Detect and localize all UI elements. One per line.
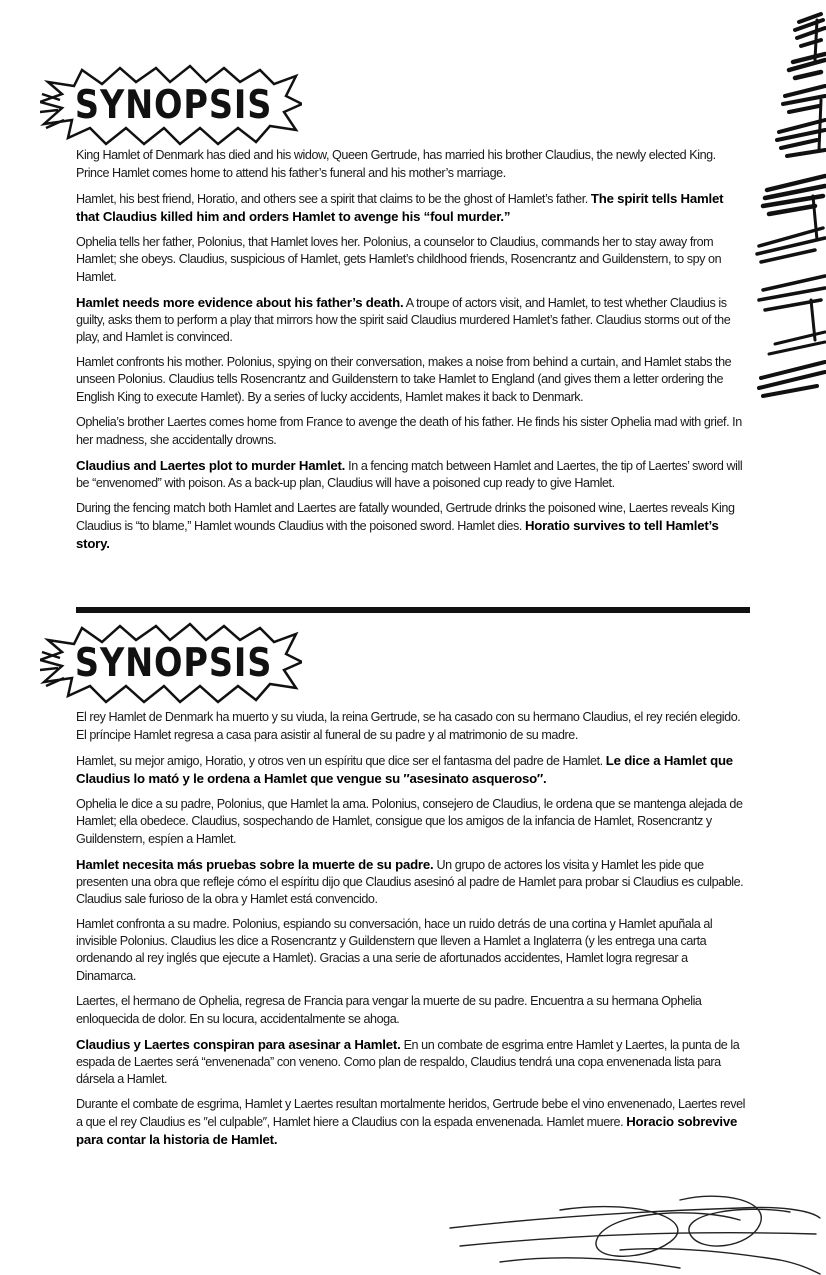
section-divider <box>76 607 750 613</box>
synopsis-paragraph: Hamlet confronta a su madre. Polonius, espiando su conversación, hace un ruido detrás de una cortina y Hamlet apuñala al invisible Polonius. Claudius les dice a Rosencrantz y Guildenstern que lleven a Hamlet a Inglaterra (y les entrega una carta ordenando al rey inglés que ejecute a Hamlet). Gracias a una serie de afortunados accidentes, Hamlet logra regresar a Dinamarca. <box>76 917 713 983</box>
synopsis-paragraph: Ophelia’s brother Laertes comes home from France to avenge the death of his father. He finds his sister Ophelia mad with grief. In her madness, she accidentally drowns. <box>76 415 742 447</box>
synopsis-paragraph: King Hamlet of Denmark has died and his widow, Queen Gertrude, has married his brother Claudius, the newly elected King. Prince Hamlet comes home to attend his father’s funeral and his mother’s marriage. <box>76 148 716 180</box>
synopsis-heading: SYNOPSIS <box>74 640 273 686</box>
synopsis-paragraph: During the fencing match both Hamlet and Laertes are fatally wounded, Gertrude drinks the poisoned wine, Laertes reveals King Claudius is “to blame,” Hamlet wounds Claudius with the poisoned sword. Hamlet dies. Horatio survives to tell Hamlet’s story. <box>76 501 735 551</box>
synopsis-paragraph: Ophelia tells her father, Polonius, that Hamlet loves her. Polonius, a counselor to Claudius, commands her to stay away from Hamlet; she obeys. Claudius, suspicious of Hamlet, gets Hamlet’s childhood friends, Rosencrantz and Guildenstern, to spy on Hamlet. <box>76 235 722 284</box>
synopsis-paragraph: Claudius and Laertes plot to murder Hamlet. In a fencing match between Hamlet and Laertes, the tip of Laertes’ sword will be “envenomed” with poison. As a back-up plan, Claudius will have a poisoned cup ready to give Hamlet. <box>76 458 743 490</box>
synopsis-paragraph: Hamlet necesita más pruebas sobre la muerte de su padre. Un grupo de actores los visita y Hamlet les pide que presenten una obra que refleje cómo el espíritu dijo que Claudius asesinó al padre de Hamlet para probar si Claudius es culpable. Claudius sale furioso de la obra y Hamlet está convencido. <box>76 857 744 906</box>
synopsis-paragraph: Hamlet, his best friend, Horatio, and others see a spirit that claims to be the ghost of Hamlet’s father. The spirit tells Hamlet that Claudius killed him and orders Hamlet to avenge his “foul murder.” <box>76 191 724 224</box>
synopsis-paragraph: Hamlet needs more evidence about his father’s death. A troupe of actors visit, and Hamlet, to test whether Claudius is guilty, asks them to perform a play that mirrors how the spirit said Claudius murdered Hamlet’s father. Claudius storms out of the play, and Hamlet is convinced. <box>76 295 731 344</box>
spanish-synopsis <box>76 709 748 1157</box>
synopsis-paragraph: Hamlet, su mejor amigo, Horatio, y otros ven un espíritu que dice ser el fantasma del padre de Hamlet. Le dice a Hamlet que Claudius lo mató y le ordena a Hamlet que vengue su ″asesinato asqueroso″. <box>76 753 733 786</box>
charcoal-scribble-right <box>755 0 826 400</box>
synopsis-paragraph: Laertes, el hermano de Ophelia, regresa de Francia para vengar la muerte de su padre. Encuentra a su hermana Ophelia enloquecida de dolor. En su locura, accidentalmente se ahoga. <box>76 994 702 1026</box>
synopsis-paragraph: Claudius y Laertes conspiran para asesinar a Hamlet. En un combate de esgrima entre Hamlet y Laertes, la punta de la espada de Laertes será “envenenada” con veneno. Como plan de respaldo, Claudius tendrá una copa envenenada lista para dársela a Hamlet. <box>76 1037 740 1086</box>
pencil-scribble-bottom <box>440 1190 826 1275</box>
synopsis-badge-english <box>40 64 302 146</box>
synopsis-badge-spanish <box>40 622 302 704</box>
synopsis-paragraph: El rey Hamlet de Denmark ha muerto y su viuda, la reina Gertrude, se ha casado con su hermano Claudius, el rey recién elegido. El príncipe Hamlet regresa a casa para asistir al funeral de su padre y al matrimonio de su madre. <box>76 710 741 742</box>
synopsis-heading: SYNOPSIS <box>74 82 273 128</box>
english-synopsis <box>76 147 748 561</box>
synopsis-paragraph: Ophelia le dice a su padre, Polonius, que Hamlet la ama. Polonius, consejero de Claudius, le ordena que se mantenga alejada de Hamlet; ella obedece. Claudius, sospechando de Hamlet, consigue que los amigos de la infancia de Hamlet, Rosencrantz y Guildenstern, espíen a Hamlet. <box>76 797 743 846</box>
synopsis-paragraph: Hamlet confronts his mother. Polonius, spying on their conversation, makes a noise from behind a curtain, and Hamlet stabs the unseen Polonius. Claudius tells Rosencrantz and Guildenstern to take Hamlet to England (and gives them a letter ordering the English King to execute Hamlet). By a series of lucky accidents, Hamlet makes it back to Denmark. <box>76 355 732 404</box>
synopsis-paragraph: Durante el combate de esgrima, Hamlet y Laertes resultan mortalmente heridos, Gertrude bebe el vino envenenado, Laertes revel a que el rey Claudius es ″el culpable″, Hamlet hiere a Claudius con la espada envenenada. Hamlet muere. Horacio sobrevive para contar la historia de Hamlet. <box>76 1097 745 1147</box>
